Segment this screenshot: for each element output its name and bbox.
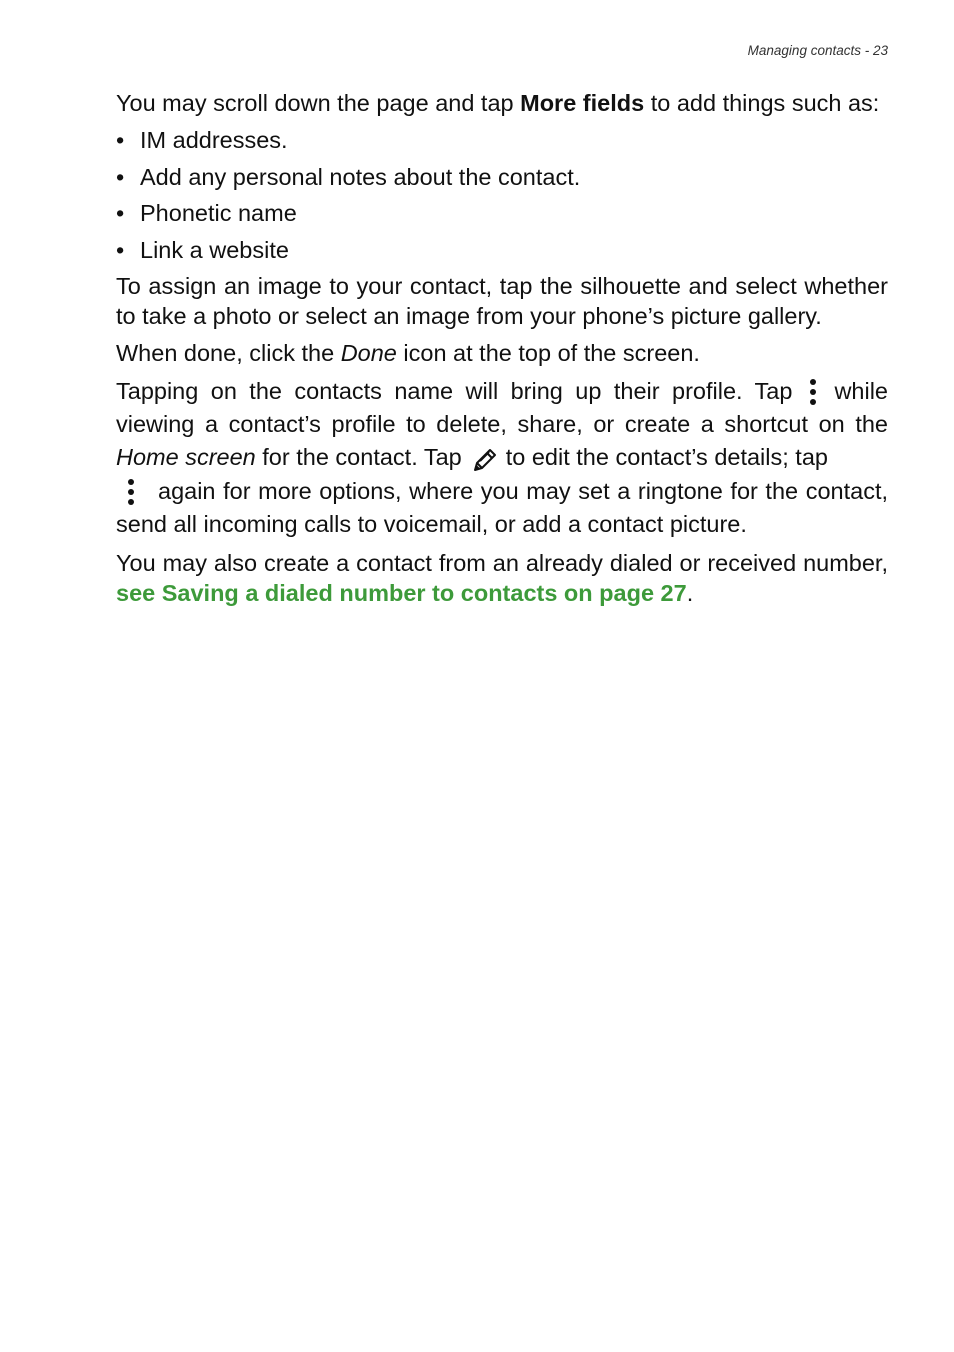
- bullet-icon: •: [116, 236, 125, 263]
- pencil-icon: [470, 445, 500, 475]
- para1-text: You may scroll down the page and tap: [116, 90, 521, 116]
- para4-text-3: for the contact. Tap: [255, 444, 462, 470]
- more-fields-term: More fields: [520, 90, 645, 116]
- list-item: [116, 162, 888, 192]
- assign-image-paragraph: To assign an image to your contact, tap the silhouette and select whether to take a photo or select an image from your phone’s picture gallery.: [116, 273, 888, 329]
- done-paragraph: [116, 338, 888, 368]
- list-item-text: Add any personal notes about the contact.: [140, 163, 581, 190]
- profile-paragraph: [116, 375, 888, 541]
- list-item: [116, 125, 888, 155]
- para4-text-4: to edit the contact’s details; tap: [505, 444, 828, 470]
- para5-text-end: .: [686, 580, 694, 606]
- done-term: Done: [340, 340, 397, 366]
- bullet-icon: •: [116, 127, 125, 153]
- para4-text-2: while viewing a contact’s profile to delete, share, or create a shortcut on the: [116, 378, 888, 437]
- list-item-text: IM addresses.: [140, 127, 288, 153]
- vertical-dots-icon: [124, 477, 138, 507]
- saving-dialed-number-link[interactable]: see Saving a dialed number to contacts on page 27: [116, 580, 687, 606]
- vertical-dots-icon: [806, 377, 820, 407]
- para3-text-end: icon at the top of the screen.: [396, 340, 700, 366]
- dialed-number-paragraph: [116, 548, 888, 608]
- page-body: [116, 88, 888, 615]
- para1-text-end: to add things such as:: [644, 90, 880, 116]
- running-header: Managing contacts - 23: [747, 43, 888, 58]
- list-item-text: Link a website: [140, 236, 289, 263]
- list-item: [116, 198, 888, 228]
- more-fields-list: [116, 125, 888, 265]
- more-fields-paragraph: [116, 88, 888, 118]
- list-item: [116, 235, 888, 265]
- para4-text-5: again for more options, where you may set a ringtone for the contact, send all incoming calls to voicemail, or add a contact picture.: [116, 478, 888, 537]
- bullet-icon: •: [116, 200, 125, 226]
- home-screen-term: Home screen: [116, 444, 256, 470]
- bullet-icon: •: [116, 163, 125, 190]
- para5-text: You may also create a contact from an already dialed or received number,: [116, 550, 888, 576]
- para4-text-1: Tapping on the contacts name will bring up their profile. Tap: [116, 378, 793, 404]
- para3-text: When done, click the: [116, 340, 341, 366]
- list-item-text: Phonetic name: [140, 200, 297, 226]
